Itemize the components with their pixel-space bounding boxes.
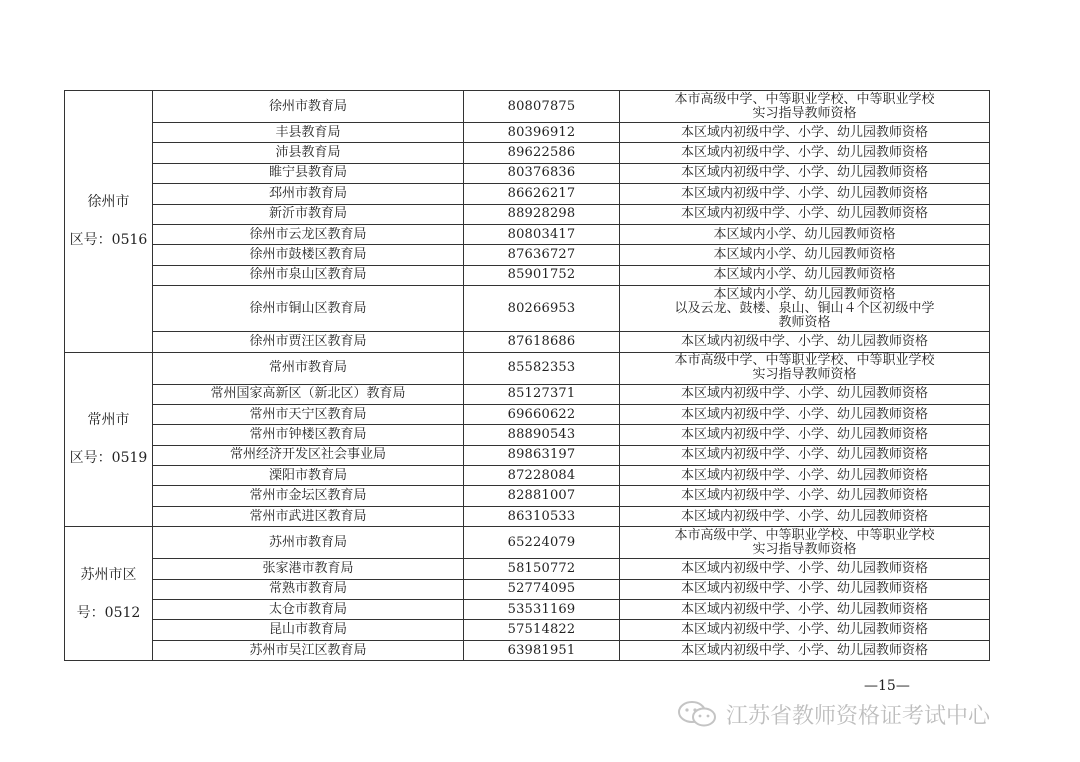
scope-line: 本区域内初级中学、小学、幼儿园教师资格 (680, 642, 928, 658)
table-row (65, 506, 990, 526)
city-cell (65, 91, 153, 353)
phone-cell: 80396912 (464, 123, 620, 143)
table-row (65, 384, 990, 404)
table-row (65, 579, 990, 599)
city-line: 常州市 (87, 412, 130, 429)
phone-cell: 85127371 (464, 384, 620, 404)
table-row (65, 445, 990, 465)
table-row (65, 404, 990, 424)
contact-table-body (65, 91, 990, 661)
scope-line: 本市高级中学、中等职业学校、中等职业学校 (674, 527, 935, 543)
phone-cell: 52774095 (464, 579, 620, 599)
contact-table (64, 90, 990, 661)
table-row (65, 486, 990, 506)
wechat-icon (676, 700, 720, 728)
phone-cell: 80803417 (464, 224, 620, 244)
scope-cell (620, 506, 990, 526)
office-cell: 常州市钟楼区教育局 (153, 425, 464, 445)
phone-cell: 82881007 (464, 486, 620, 506)
scope-line: 本区域内初级中学、小学、幼儿园教师资格 (680, 467, 928, 483)
scope-line: 本区域内初级中学、小学、幼儿园教师资格 (680, 426, 928, 442)
phone-cell: 88928298 (464, 204, 620, 224)
office-cell: 常州市教育局 (153, 352, 464, 384)
table-row (65, 143, 990, 163)
scope-line: 本区域内小学、幼儿园教师资格 (713, 267, 896, 283)
phone-cell: 80266953 (464, 286, 620, 332)
table-row (65, 91, 990, 123)
phone-cell: 58150772 (464, 559, 620, 579)
scope-cell (620, 579, 990, 599)
office-cell: 徐州市教育局 (153, 91, 464, 123)
scope-line: 实习指导教师资格 (752, 105, 857, 121)
phone-cell: 88890543 (464, 425, 620, 445)
scope-line: 教师资格 (778, 314, 831, 330)
table-row (65, 527, 990, 559)
scope-line: 本区域内初级中学、小学、幼儿园教师资格 (680, 622, 928, 638)
office-cell: 常熟市教育局 (153, 579, 464, 599)
table-row (65, 163, 990, 183)
office-cell: 张家港市教育局 (153, 559, 464, 579)
scope-cell (620, 123, 990, 143)
office-cell: 溧阳市教育局 (153, 466, 464, 486)
scope-line: 实习指导教师资格 (752, 367, 857, 383)
scope-cell (620, 143, 990, 163)
scope-cell (620, 445, 990, 465)
scope-cell (620, 352, 990, 384)
table-row (65, 224, 990, 244)
scope-cell (620, 286, 990, 332)
office-cell: 丰县教育局 (153, 123, 464, 143)
scope-line: 本区域内初级中学、小学、幼儿园教师资格 (680, 206, 928, 222)
scope-line: 本区域内小学、幼儿园教师资格 (713, 226, 896, 242)
city-cell (65, 352, 153, 527)
watermark (676, 700, 990, 728)
scope-line: 本区域内初级中学、小学、幼儿园教师资格 (680, 560, 928, 576)
scope-cell (620, 265, 990, 285)
phone-cell: 69660622 (464, 404, 620, 424)
scope-cell (620, 91, 990, 123)
phone-cell: 87636727 (464, 245, 620, 265)
office-cell: 徐州市云龙区教育局 (153, 224, 464, 244)
scope-cell (620, 224, 990, 244)
watermark-text: 江苏省教师资格证考试中心 (726, 703, 991, 729)
scope-line: 本区域内初级中学、小学、幼儿园教师资格 (680, 488, 928, 504)
office-cell: 沛县教育局 (153, 143, 464, 163)
phone-cell: 57514822 (464, 620, 620, 640)
phone-cell: 86310533 (464, 506, 620, 526)
phone-cell: 89863197 (464, 445, 620, 465)
table-row (65, 204, 990, 224)
city-cell (65, 527, 153, 661)
scope-cell (620, 620, 990, 640)
phone-cell: 85582353 (464, 352, 620, 384)
table-row (65, 123, 990, 143)
table-row (65, 559, 990, 579)
office-cell: 邳州市教育局 (153, 184, 464, 204)
scope-line: 本区域内初级中学、小学、幼儿园教师资格 (680, 165, 928, 181)
phone-cell: 80807875 (464, 91, 620, 123)
city-line: 区号：0516 (69, 232, 148, 249)
office-cell: 太仓市教育局 (153, 600, 464, 620)
office-cell: 新沂市教育局 (153, 204, 464, 224)
phone-cell: 87618686 (464, 332, 620, 352)
scope-line: 本市高级中学、中等职业学校、中等职业学校 (674, 91, 935, 107)
scope-cell (620, 486, 990, 506)
office-cell: 常州国家高新区（新北区）教育局 (153, 384, 464, 404)
table-row (65, 640, 990, 660)
office-cell: 常州市天宁区教育局 (153, 404, 464, 424)
city-line: 苏州市区 (80, 566, 137, 583)
phone-cell: 86626217 (464, 184, 620, 204)
phone-cell: 65224079 (464, 527, 620, 559)
scope-cell (620, 559, 990, 579)
office-cell: 苏州市吴江区教育局 (153, 640, 464, 660)
scope-line: 本区域内小学、幼儿园教师资格 (713, 286, 896, 302)
table-row (65, 620, 990, 640)
table-row (65, 265, 990, 285)
office-cell: 常州经济开发区社会事业局 (153, 445, 464, 465)
scope-cell (620, 332, 990, 352)
table-row (65, 352, 990, 384)
office-cell: 苏州市教育局 (153, 527, 464, 559)
scope-cell (620, 245, 990, 265)
office-cell: 徐州市泉山区教育局 (153, 265, 464, 285)
phone-cell: 63981951 (464, 640, 620, 660)
phone-cell: 85901752 (464, 265, 620, 285)
office-cell: 昆山市教育局 (153, 620, 464, 640)
table-row (65, 425, 990, 445)
scope-line: 本区域内初级中学、小学、幼儿园教师资格 (680, 406, 928, 422)
scope-line: 本区域内初级中学、小学、幼儿园教师资格 (680, 601, 928, 617)
city-line: 徐州市 (87, 194, 130, 211)
office-cell: 常州市金坛区教育局 (153, 486, 464, 506)
scope-cell (620, 527, 990, 559)
scope-cell (620, 425, 990, 445)
phone-cell: 89622586 (464, 143, 620, 163)
scope-line: 本区域内初级中学、小学、幼儿园教师资格 (680, 508, 928, 524)
scope-line: 实习指导教师资格 (752, 541, 857, 557)
scope-line: 以及云龙、鼓楼、泉山、铜山４个区初级中学 (674, 300, 935, 316)
scope-cell (620, 204, 990, 224)
table-row (65, 184, 990, 204)
scope-cell (620, 404, 990, 424)
scope-line: 本市高级中学、中等职业学校、中等职业学校 (674, 353, 935, 369)
scope-cell (620, 466, 990, 486)
office-cell: 徐州市鼓楼区教育局 (153, 245, 464, 265)
page-number: —15— (864, 678, 910, 694)
scope-line: 本区域内初级中学、小学、幼儿园教师资格 (680, 581, 928, 597)
scope-line: 本区域内初级中学、小学、幼儿园教师资格 (680, 185, 928, 201)
table-row (65, 466, 990, 486)
scope-line: 本区域内小学、幼儿园教师资格 (713, 247, 896, 263)
phone-cell: 80376836 (464, 163, 620, 183)
office-cell: 徐州市铜山区教育局 (153, 286, 464, 332)
scope-line: 本区域内初级中学、小学、幼儿园教师资格 (680, 145, 928, 161)
scope-line: 本区域内初级中学、小学、幼儿园教师资格 (680, 447, 928, 463)
table-row (65, 286, 990, 332)
city-line: 号：0512 (76, 604, 141, 621)
table-row (65, 600, 990, 620)
office-cell: 徐州市贾汪区教育局 (153, 332, 464, 352)
phone-cell: 87228084 (464, 466, 620, 486)
scope-line: 本区域内初级中学、小学、幼儿园教师资格 (680, 386, 928, 402)
city-line: 区号：0519 (69, 450, 148, 467)
table-row (65, 245, 990, 265)
scope-cell (620, 163, 990, 183)
phone-cell: 53531169 (464, 600, 620, 620)
table-row (65, 332, 990, 352)
scope-line: 本区域内初级中学、小学、幼儿园教师资格 (680, 333, 928, 349)
scope-cell (620, 384, 990, 404)
scope-cell (620, 184, 990, 204)
office-cell: 睢宁县教育局 (153, 163, 464, 183)
scope-line: 本区域内初级中学、小学、幼儿园教师资格 (680, 124, 928, 140)
office-cell: 常州市武进区教育局 (153, 506, 464, 526)
scope-cell (620, 600, 990, 620)
scope-cell (620, 640, 990, 660)
